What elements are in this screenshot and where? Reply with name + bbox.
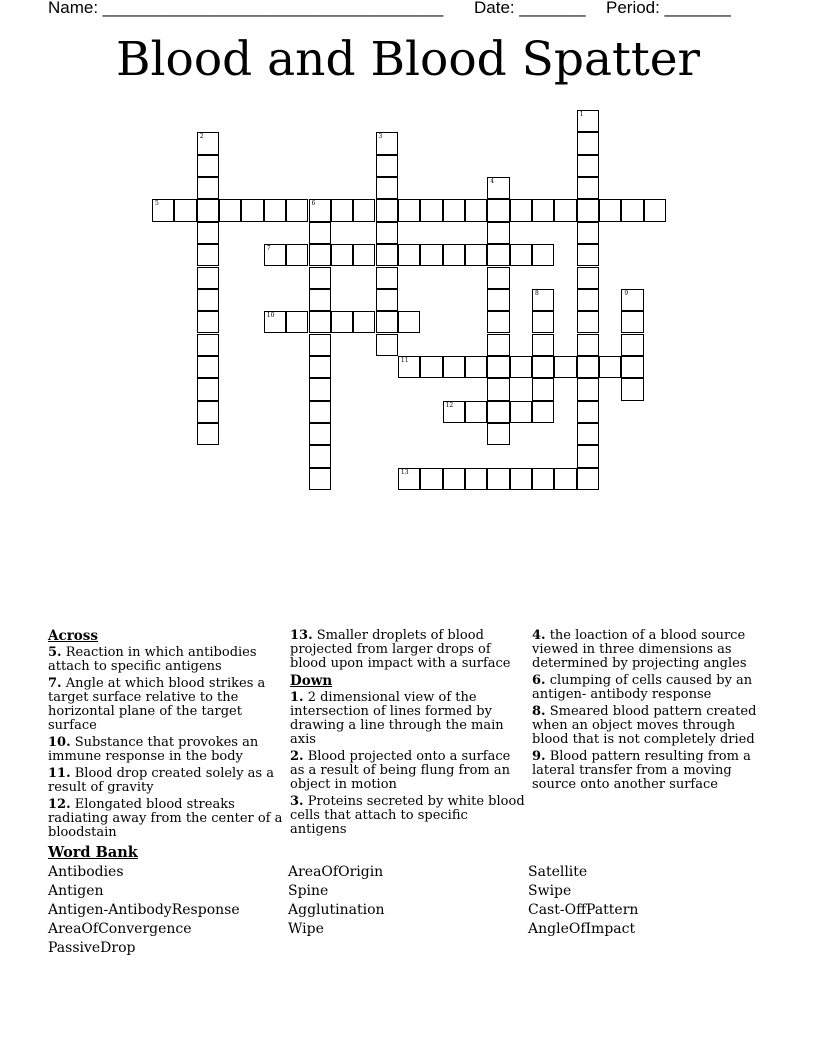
crossword-cell[interactable] xyxy=(577,468,599,490)
crossword-cell[interactable] xyxy=(577,401,599,423)
crossword-cell[interactable] xyxy=(443,244,465,266)
crossword-cell[interactable] xyxy=(309,222,331,244)
crossword-cell[interactable] xyxy=(219,199,241,221)
crossword-cell[interactable] xyxy=(376,132,398,154)
crossword-cell[interactable] xyxy=(241,199,263,221)
crossword-cell[interactable] xyxy=(376,199,398,221)
crossword-cell[interactable] xyxy=(554,356,576,378)
crossword-cell[interactable] xyxy=(197,311,219,333)
crossword-cell[interactable] xyxy=(487,177,509,199)
crossword-cell[interactable] xyxy=(510,356,532,378)
crossword-cell[interactable] xyxy=(309,468,331,490)
crossword-cell[interactable] xyxy=(577,378,599,400)
crossword-cell[interactable] xyxy=(510,401,532,423)
clue-across-11: 11. Blood drop created solely as a result of gravity xyxy=(48,766,274,795)
word-bank-item: Spine xyxy=(288,883,329,899)
word-bank-item: AngleOfImpact xyxy=(528,921,636,937)
crossword-cell[interactable] xyxy=(487,378,509,400)
crossword-cell[interactable] xyxy=(554,199,576,221)
crossword-cell[interactable] xyxy=(309,289,331,311)
crossword-cell[interactable] xyxy=(398,468,420,490)
crossword-cell[interactable] xyxy=(264,244,286,266)
crossword-cell[interactable] xyxy=(465,199,487,221)
clue-down-6: 6. clumping of cells caused by an antigen- antibody response xyxy=(532,673,753,702)
crossword-cell[interactable] xyxy=(599,356,621,378)
crossword-cell[interactable] xyxy=(264,311,286,333)
word-bank-item: AreaOfConvergence xyxy=(48,921,192,937)
crossword-cell[interactable] xyxy=(197,334,219,356)
crossword-cell[interactable] xyxy=(398,199,420,221)
clue-across-7: 7. Angle at which blood strikes a target surface relative to the horizontal plane of the target surface xyxy=(48,676,266,733)
clue-number: 12 xyxy=(445,401,454,409)
clue-number: 10 xyxy=(266,312,275,320)
clue-down-4: 4. the loaction of a blood source viewed in three dimensions as determined by projecting angles xyxy=(532,628,747,671)
clue-number: 3 xyxy=(378,133,383,141)
word-bank-column-3 xyxy=(528,863,638,939)
crossword-cell[interactable] xyxy=(487,401,509,423)
crossword-cell[interactable] xyxy=(264,199,286,221)
crossword-cell[interactable] xyxy=(443,401,465,423)
crossword-cell[interactable] xyxy=(286,199,308,221)
crossword-cell[interactable] xyxy=(487,222,509,244)
clue-number: 6 xyxy=(311,200,316,208)
crossword-cell[interactable] xyxy=(197,267,219,289)
word-bank-item: Antigen-AntibodyResponse xyxy=(48,902,240,918)
crossword-cell[interactable] xyxy=(309,445,331,467)
crossword-cell[interactable] xyxy=(398,244,420,266)
word-bank-item: PassiveDrop xyxy=(48,940,136,956)
across-heading: Across xyxy=(48,628,99,644)
clue-down-1: 1. 2 dimensional view of the intersection of lines formed by drawing a line through the main axis xyxy=(290,690,504,747)
crossword-cell[interactable] xyxy=(465,244,487,266)
crossword-cell[interactable] xyxy=(443,468,465,490)
crossword-cell[interactable] xyxy=(621,199,643,221)
word-bank-item: Cast-OffPattern xyxy=(528,902,639,918)
crossword-cell[interactable] xyxy=(487,267,509,289)
crossword-cell[interactable] xyxy=(621,356,643,378)
crossword-cell[interactable] xyxy=(197,222,219,244)
crossword-cell[interactable] xyxy=(420,199,442,221)
crossword-cell[interactable] xyxy=(487,289,509,311)
clue-number: 8 xyxy=(535,289,539,297)
crossword-cell[interactable] xyxy=(577,155,599,177)
crossword-cell[interactable] xyxy=(331,199,353,221)
clue-down-2: 2. Blood projected onto a surface as a result of being flung from an object in motion xyxy=(290,749,511,792)
crossword-cell[interactable] xyxy=(577,311,599,333)
crossword-cell[interactable] xyxy=(621,311,643,333)
crossword-cell[interactable] xyxy=(554,468,576,490)
crossword-cell[interactable] xyxy=(309,199,331,221)
crossword-cell[interactable] xyxy=(197,132,219,154)
clue-number: 2 xyxy=(199,133,204,141)
crossword-cell[interactable] xyxy=(420,244,442,266)
crossword-cell[interactable] xyxy=(197,289,219,311)
clues-column-3 xyxy=(532,629,772,795)
crossword-cell[interactable] xyxy=(510,244,532,266)
crossword-cell[interactable] xyxy=(621,378,643,400)
clue-down-8: 8. Smeared blood pattern created when an object moves through blood that is not completely dried xyxy=(532,704,757,747)
clue-number: 7 xyxy=(266,245,271,253)
crossword-cell[interactable] xyxy=(599,199,621,221)
crossword-cell[interactable] xyxy=(487,311,509,333)
crossword-cell[interactable] xyxy=(197,401,219,423)
crossword-cell[interactable] xyxy=(309,423,331,445)
clue-number: 9 xyxy=(624,289,629,297)
crossword-cell[interactable] xyxy=(420,468,442,490)
crossword-cell[interactable] xyxy=(577,267,599,289)
crossword-cell[interactable] xyxy=(197,199,219,221)
crossword-cell[interactable] xyxy=(331,244,353,266)
crossword-cell[interactable] xyxy=(443,356,465,378)
clue-number: 5 xyxy=(155,200,159,208)
crossword-cell[interactable] xyxy=(532,356,554,378)
crossword-cell[interactable] xyxy=(532,311,554,333)
word-bank-column-2 xyxy=(288,863,385,939)
name-field[interactable]: Name: ____________________________________ xyxy=(48,0,444,17)
clues-column-1 xyxy=(48,629,283,843)
crossword-cell[interactable] xyxy=(577,356,599,378)
date-field[interactable]: Date: _______ xyxy=(474,0,586,17)
word-bank-column-1 xyxy=(48,863,240,958)
word-bank-item: Antigen xyxy=(48,883,104,899)
crossword-cell[interactable] xyxy=(197,155,219,177)
crossword-cell[interactable] xyxy=(532,199,554,221)
crossword-cell[interactable] xyxy=(309,244,331,266)
crossword-cell[interactable] xyxy=(487,334,509,356)
clue-across-10: 10. Substance that provokes an immune response in the body xyxy=(48,735,259,764)
crossword-cell[interactable] xyxy=(309,334,331,356)
crossword-cell[interactable] xyxy=(309,356,331,378)
crossword-cell[interactable] xyxy=(487,199,509,221)
word-bank-item: Satellite xyxy=(528,864,588,880)
crossword-cell[interactable] xyxy=(286,244,308,266)
clue-number: 13 xyxy=(400,468,409,476)
crossword-cell[interactable] xyxy=(532,289,554,311)
crossword-cell[interactable] xyxy=(487,468,509,490)
word-bank-item: Antibodies xyxy=(48,864,124,880)
crossword-cell[interactable] xyxy=(309,311,331,333)
crossword-cell[interactable] xyxy=(376,155,398,177)
crossword-cell[interactable] xyxy=(376,311,398,333)
crossword-cell[interactable] xyxy=(577,334,599,356)
clue-down-9: 9. Blood pattern resulting from a lateral transfer from a moving source onto another surface xyxy=(532,749,751,792)
crossword-cell[interactable] xyxy=(487,356,509,378)
crossword-cell[interactable] xyxy=(398,356,420,378)
crossword-cell[interactable] xyxy=(376,244,398,266)
crossword-cell[interactable] xyxy=(465,401,487,423)
crossword-cell[interactable] xyxy=(577,289,599,311)
crossword-cell[interactable] xyxy=(621,334,643,356)
crossword-cell[interactable] xyxy=(487,244,509,266)
crossword-cell[interactable] xyxy=(197,244,219,266)
period-field[interactable]: Period: _______ xyxy=(606,0,731,17)
crossword-cell[interactable] xyxy=(577,110,599,132)
crossword-cell[interactable] xyxy=(510,199,532,221)
word-bank-item: Swipe xyxy=(528,883,572,899)
crossword-cell[interactable] xyxy=(197,423,219,445)
crossword-cell[interactable] xyxy=(577,177,599,199)
clue-across-12: 12. Elongated blood streaks radiating away from the center of a bloodstain xyxy=(48,797,283,840)
crossword-cell[interactable] xyxy=(621,289,643,311)
crossword-cell[interactable] xyxy=(376,289,398,311)
crossword-cell[interactable] xyxy=(353,199,375,221)
crossword-cell[interactable] xyxy=(465,468,487,490)
crossword-cell[interactable] xyxy=(420,356,442,378)
clue-across-13: 13. Smaller droplets of blood projected from larger drops of blood upon impact with a surface xyxy=(290,628,511,671)
crossword-cell[interactable] xyxy=(353,311,375,333)
crossword-cell[interactable] xyxy=(197,177,219,199)
crossword-cell[interactable] xyxy=(309,378,331,400)
clue-number: 4 xyxy=(490,178,495,186)
crossword-cell[interactable] xyxy=(532,401,554,423)
crossword-cell[interactable] xyxy=(398,311,420,333)
page-title: Blood and Blood Spatter xyxy=(115,32,701,87)
clue-number: 1 xyxy=(579,111,584,118)
crossword-cell[interactable] xyxy=(532,334,554,356)
crossword-cell[interactable] xyxy=(443,199,465,221)
word-bank-title: Word Bank xyxy=(48,844,138,861)
crossword-cell[interactable] xyxy=(309,401,331,423)
crossword-cell[interactable] xyxy=(331,311,353,333)
clue-across-5: 5. Reaction in which antibodies attach to specific antigens xyxy=(48,645,257,674)
clue-down-3: 3. Proteins secreted by white blood cells that attach to specific antigens xyxy=(290,794,525,837)
crossword-cell[interactable] xyxy=(577,199,599,221)
crossword-cell[interactable] xyxy=(577,423,599,445)
crossword-cell[interactable] xyxy=(577,445,599,467)
crossword-cell[interactable] xyxy=(286,311,308,333)
crossword-cell[interactable] xyxy=(465,356,487,378)
crossword-grid xyxy=(0,0,816,500)
crossword-cell[interactable] xyxy=(577,222,599,244)
word-bank-item: Agglutination xyxy=(288,902,385,918)
crossword-cell[interactable] xyxy=(376,267,398,289)
crossword-cell[interactable] xyxy=(532,244,554,266)
crossword-cell[interactable] xyxy=(174,199,196,221)
crossword-cell[interactable] xyxy=(376,334,398,356)
crossword-cell[interactable] xyxy=(487,423,509,445)
crossword-cell[interactable] xyxy=(577,244,599,266)
word-bank-item: Wipe xyxy=(288,921,324,937)
crossword-cell[interactable] xyxy=(376,222,398,244)
word-bank-item: AreaOfOrigin xyxy=(288,864,384,880)
crossword-cell[interactable] xyxy=(309,267,331,289)
crossword-cell[interactable] xyxy=(197,356,219,378)
crossword-cell[interactable] xyxy=(197,378,219,400)
crossword-cell[interactable] xyxy=(376,177,398,199)
crossword-cell[interactable] xyxy=(644,199,666,221)
crossword-cell[interactable] xyxy=(577,132,599,154)
crossword-cell[interactable] xyxy=(152,199,174,221)
crossword-cell[interactable] xyxy=(532,468,554,490)
clue-number: 11 xyxy=(400,356,409,364)
down-heading: Down xyxy=(290,673,333,689)
crossword-cell[interactable] xyxy=(353,244,375,266)
clues-column-2 xyxy=(290,629,525,840)
crossword-cell[interactable] xyxy=(532,378,554,400)
crossword-cell[interactable] xyxy=(510,468,532,490)
